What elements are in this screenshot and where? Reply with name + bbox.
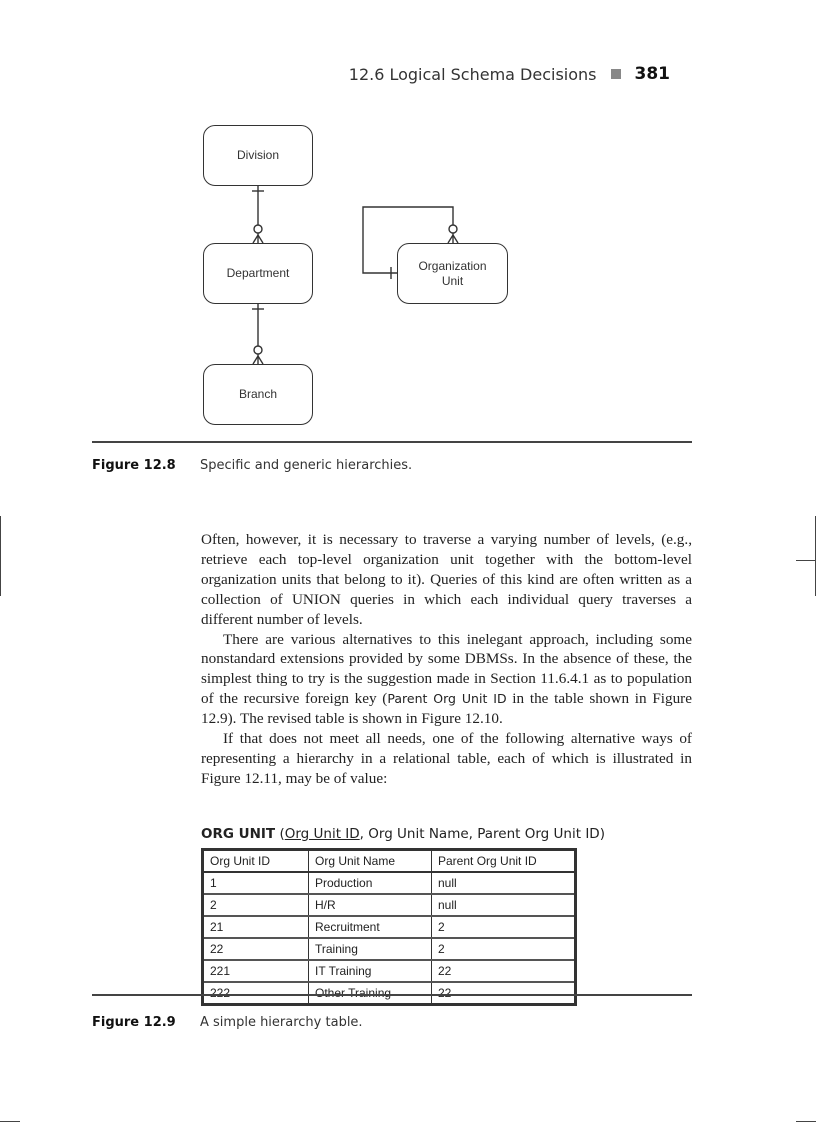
paragraph: Often, however, it is necessary to traverse a varying number of levels, (e.g., retrieve each top-level organization unit together with the bottom-level organization units that belong to it). Queries of this kind are often written as a collection of UNION queries in which each individual query traverses a different number of levels. bbox=[201, 531, 692, 628]
column-header: Parent Org Unit ID bbox=[432, 850, 576, 873]
table-cell: Recruitment bbox=[309, 916, 432, 938]
hierarchy-diagram bbox=[0, 0, 816, 440]
table-cell: 22 bbox=[432, 960, 576, 982]
table-cell: Training bbox=[309, 938, 432, 960]
figure-caption-text: Specific and generic hierarchies. bbox=[200, 458, 413, 473]
column-header: Org Unit Name bbox=[309, 850, 432, 873]
column-header: Org Unit ID bbox=[203, 850, 309, 873]
paragraph: There are various alternatives to this inelegant approach, including some nonstandard extensions provided by some DBMSs. In the absence of these, the simplest thing to try is the suggestion made in Section 11.6.4.1 as to population of the recursive foreign key (Parent Org Unit ID in the table shown in Figure 12.9). The revised table is shown in Figure 12.10. bbox=[201, 630, 692, 728]
section-title: 12.6 Logical Schema Decisions bbox=[348, 64, 597, 84]
table-row bbox=[203, 894, 576, 916]
figure-12-8-caption bbox=[92, 458, 412, 473]
table-cell: 21 bbox=[203, 916, 309, 938]
table-name: ORG UNIT bbox=[201, 826, 276, 842]
crop-mark bbox=[0, 1121, 20, 1122]
table-cell: null bbox=[432, 894, 576, 916]
table-row bbox=[203, 938, 576, 960]
figure-rule bbox=[92, 441, 692, 443]
entity-department: Department bbox=[203, 243, 313, 304]
body-text bbox=[201, 530, 692, 789]
primary-key: Org Unit ID bbox=[284, 826, 360, 842]
table-row bbox=[203, 872, 576, 894]
table-cell: 222 bbox=[203, 982, 309, 1005]
paragraph: If that does not meet all needs, one of the following alternative ways of representing a hierarchy in a relational table, each of which is illustrated in Figure 12.11, may be of value: bbox=[201, 730, 692, 787]
crop-mark bbox=[796, 560, 816, 561]
figure-label: Figure 12.9 bbox=[92, 1015, 176, 1030]
table-row bbox=[203, 916, 576, 938]
entity-division: Division bbox=[203, 125, 313, 186]
table-cell: H/R bbox=[309, 894, 432, 916]
inline-term: Parent Org Unit ID bbox=[387, 691, 507, 707]
table-cell: 1 bbox=[203, 872, 309, 894]
table-cell: null bbox=[432, 872, 576, 894]
table-cell: Other Training bbox=[309, 982, 432, 1005]
table-cell: 221 bbox=[203, 960, 309, 982]
table-cell: 2 bbox=[432, 916, 576, 938]
figure-caption-text: A simple hierarchy table. bbox=[200, 1015, 363, 1030]
table-cell: 2 bbox=[432, 938, 576, 960]
figure-rule bbox=[92, 994, 692, 996]
figure-label: Figure 12.8 bbox=[92, 458, 176, 473]
figure-12-9-caption bbox=[92, 1015, 363, 1030]
table-cell: 22 bbox=[203, 938, 309, 960]
entity-branch: Branch bbox=[203, 364, 313, 425]
table-row bbox=[203, 960, 576, 982]
table-cell: Production bbox=[309, 872, 432, 894]
crop-mark bbox=[0, 516, 1, 596]
org-unit-table bbox=[201, 848, 577, 1006]
table-cell: IT Training bbox=[309, 960, 432, 982]
entity-organization-unit: Organization Unit bbox=[397, 243, 508, 304]
table-cell: 22 bbox=[432, 982, 576, 1005]
page-number: 381 bbox=[634, 64, 670, 84]
table-cell: 2 bbox=[203, 894, 309, 916]
crop-mark bbox=[796, 1121, 816, 1122]
table-heading: ORG UNIT (Org Unit ID, Org Unit Name, Parent Org Unit ID) bbox=[201, 826, 605, 842]
table-header-row bbox=[203, 850, 576, 873]
